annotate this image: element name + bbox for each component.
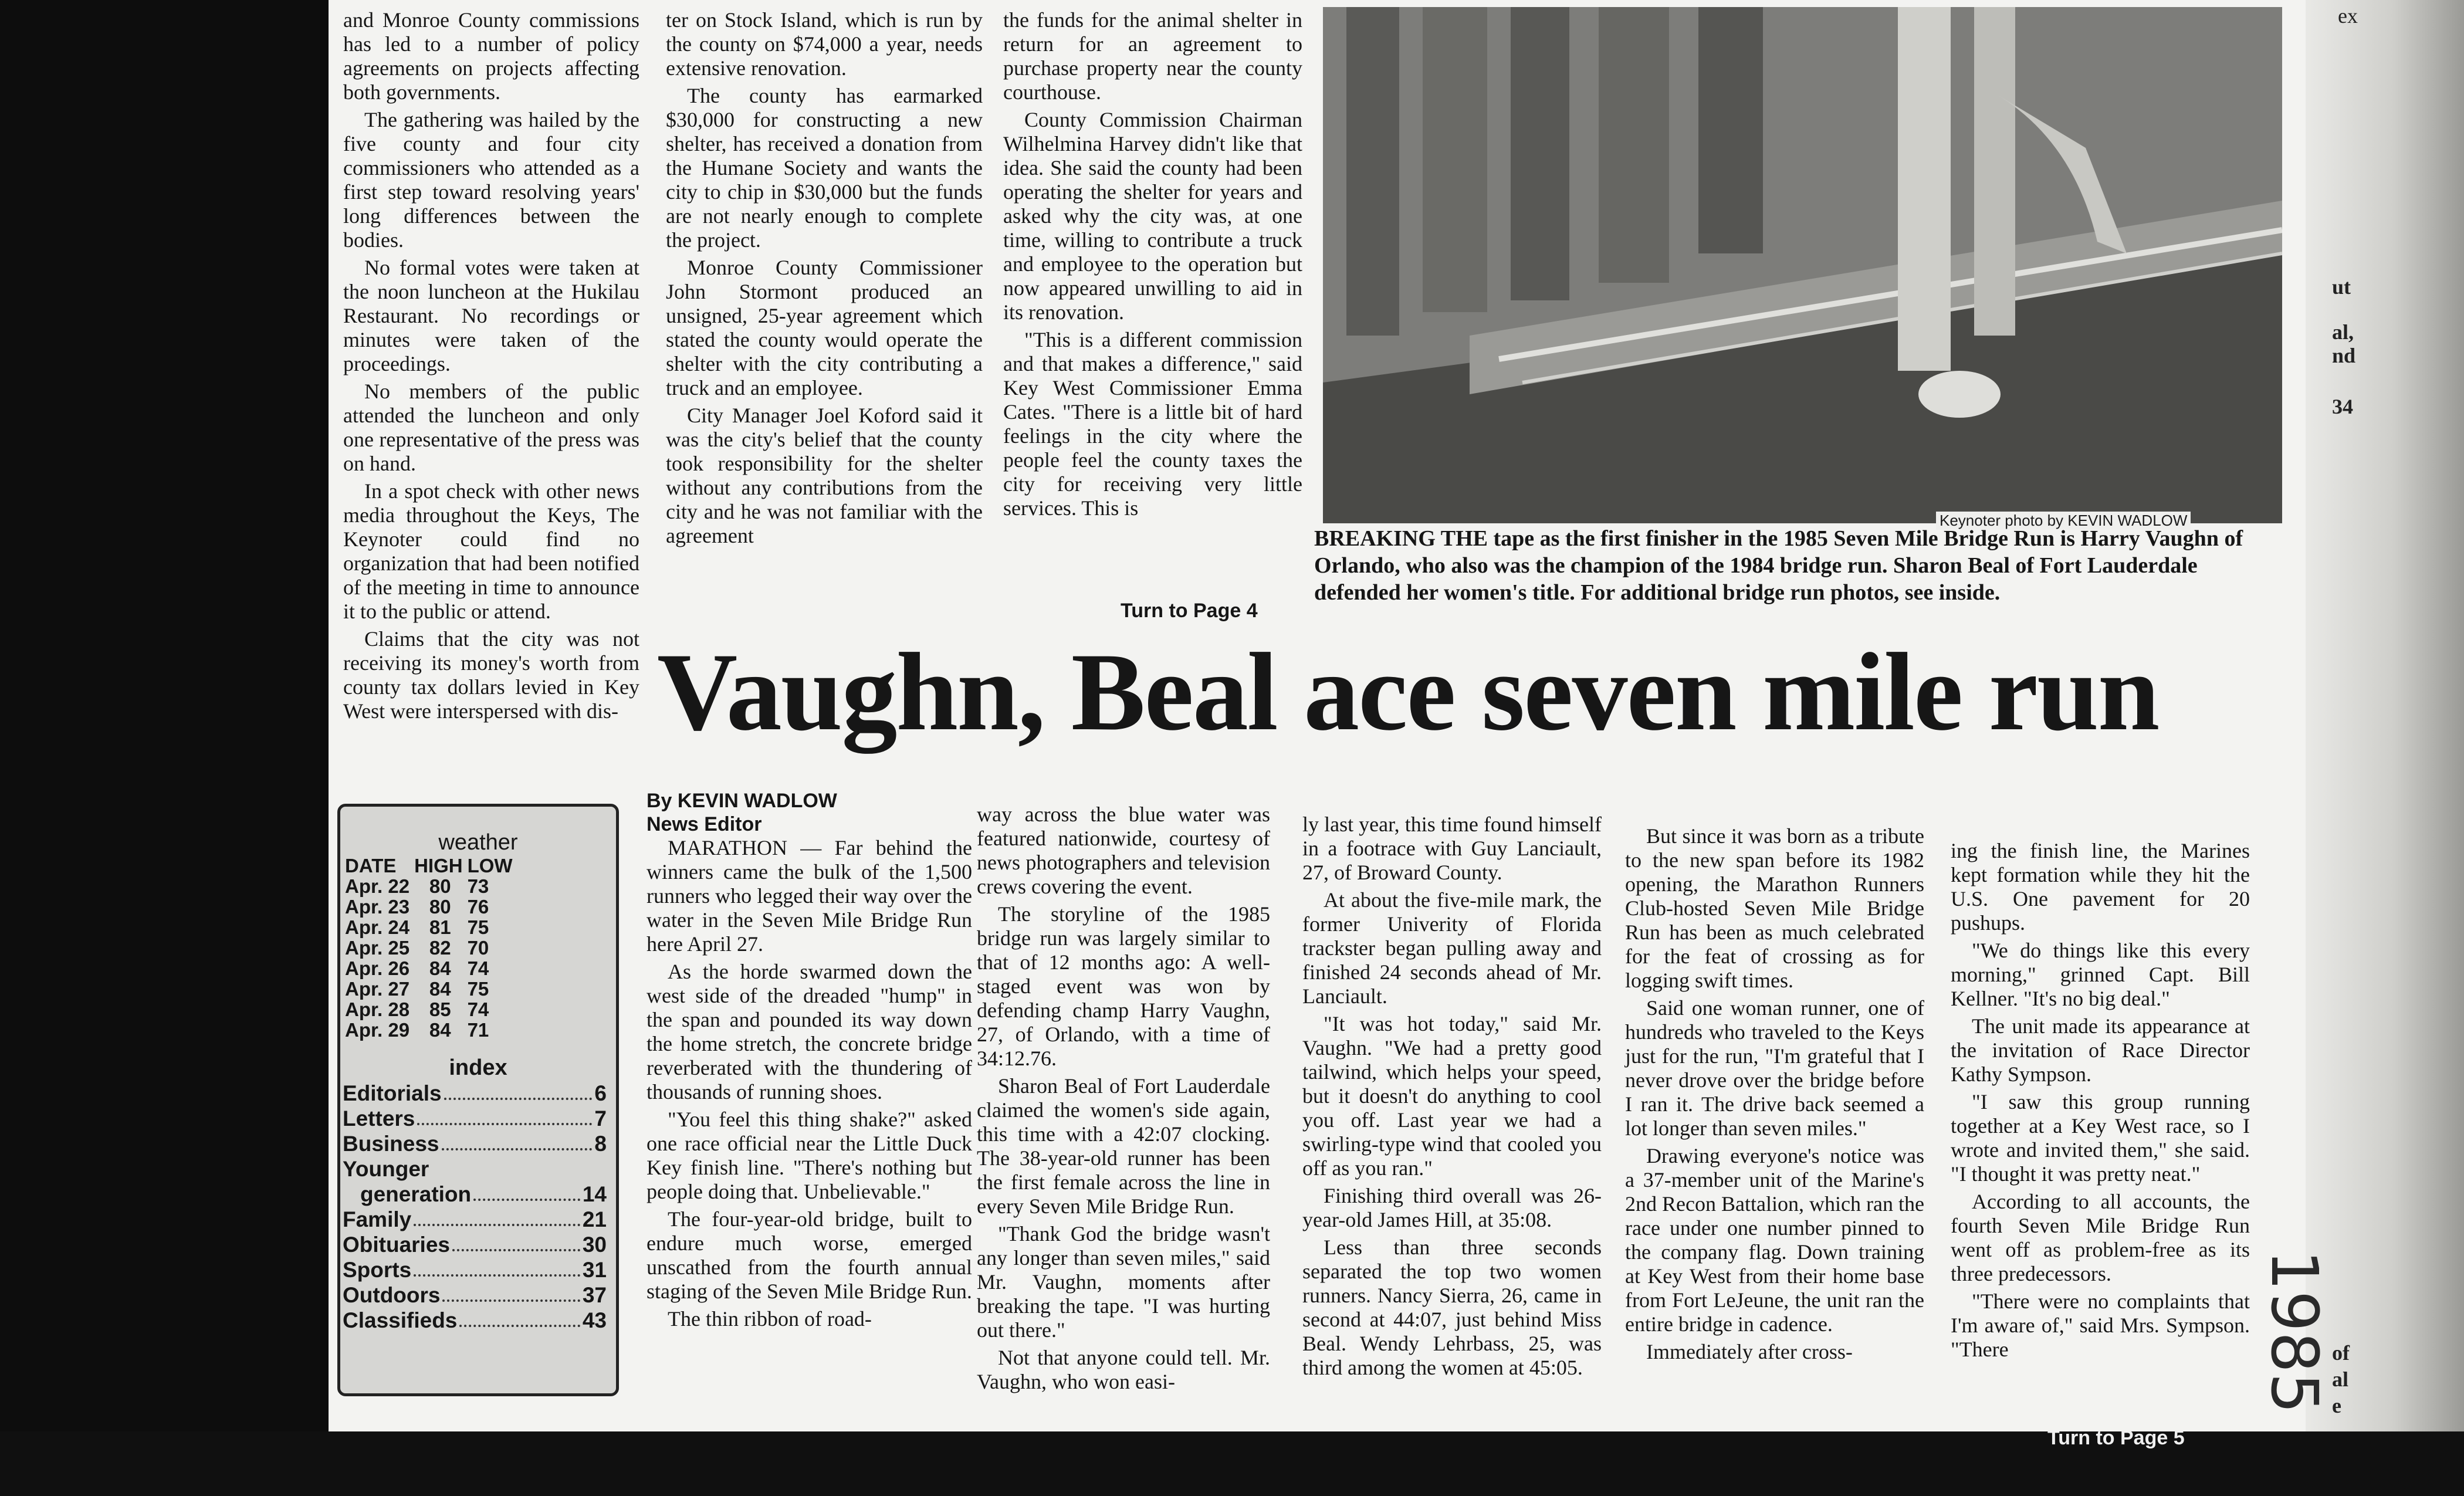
index-title: index — [449, 1055, 507, 1080]
index-label: Obituaries — [343, 1233, 450, 1257]
photo-credit: Keynoter photo by KEVIN WADLOW — [1936, 512, 2191, 530]
weather-row — [345, 958, 517, 979]
paragraph: But since it was born as a tribute to the new span before its 1982 opening, the Marathon Runners Club-hosted Seven Mile Bridge Run has been as much celebrated for the feat of crossing as for logging swift times. — [1625, 824, 1924, 992]
paragraph: The four-year-old bridge, built to endure much worse, emerged unscathed from the fourth annual staging of the Seven Mile Bridge Run. — [647, 1207, 972, 1303]
paragraph: the funds for the animal shelter in return for an agreement to purchase property near the county courthouse. — [1003, 8, 1302, 104]
index-list — [343, 1081, 607, 1333]
scanner-shadow-left — [0, 0, 329, 1496]
weather-date: Apr. 29 — [345, 1019, 410, 1041]
index-item — [343, 1081, 607, 1106]
index-label: Business — [343, 1132, 439, 1156]
paragraph: The thin ribbon of road- — [668, 1307, 872, 1331]
paragraph: County Commission Chairman Wilhelmina Harvey didn't like that idea. She said the county had been operating the shelter for years and asked why the city was, at one time, willing to contribute a truck and employee to the operation but now appeared unwilling to aid in its renovation. — [1003, 108, 1302, 324]
index-page: 37 — [582, 1283, 607, 1307]
paragraph: "It was hot today," said Mr. Vaughn. "We had a pretty good tailwind, which helps your speed, but it doesn't do anything to cool you off. Last year we had a swirling-type wind that cooled you off as you ran." — [1302, 1012, 1602, 1180]
headline: Vaughn, Beal ace seven mile run — [657, 631, 2159, 754]
paragraph: Monroe County Commissioner John Stormont produced an unsigned, 25-year agreement which stated the county would operate the shelter with the city contributing a truck and an employee. — [666, 256, 983, 400]
article-column-2 — [666, 8, 983, 551]
index-item — [343, 1106, 607, 1131]
weather-low: 76 — [467, 896, 489, 918]
weather-low: 74 — [467, 999, 489, 1020]
turn-to-page-4: Turn to Page 4 — [1121, 600, 1258, 622]
paragraph: At about the five-mile mark, the former Univerity of Florida trackster began pulling away and finished 24 seconds ahead of Mr. Lanciault. — [1302, 888, 1602, 1008]
article-column-1 — [343, 8, 639, 727]
race-photo — [1323, 7, 2282, 523]
paragraph: "I saw this group running together at a Key West race, so I wrote and invited them," she said. "I thought it was pretty neat." — [1951, 1090, 2250, 1186]
edge-fragment: 34 — [2332, 395, 2353, 418]
weather-row — [345, 979, 517, 999]
weather-date: Apr. 27 — [345, 978, 410, 1000]
index-item — [360, 1182, 607, 1207]
index-item — [343, 1257, 607, 1282]
paragraph: Sharon Beal of Fort Lauderdale claimed the women's side again, this time with a 42:07 clocking. The 38-year-old runner has been the first female across the line in every Seven Mile Bridge Run. — [977, 1074, 1270, 1218]
edge-fragment: nd — [2332, 344, 2356, 367]
weather-high: 81 — [429, 916, 451, 938]
weather-row — [345, 999, 517, 1020]
index-page: 43 — [582, 1308, 607, 1332]
weather-header-high: HIGH — [414, 855, 463, 876]
edge-fragment: al — [2332, 1368, 2349, 1391]
story-column-5 — [1951, 839, 2250, 1365]
index-page: 6 — [594, 1081, 607, 1105]
paragraph: No members of the public attended the luncheon and only one representative of the press was on hand. — [343, 380, 639, 475]
byline-title: News Editor — [647, 813, 762, 835]
edge-fragment: e — [2332, 1394, 2341, 1417]
weather-high: 80 — [429, 875, 451, 897]
weather-row — [345, 937, 517, 958]
paragraph: Said one woman runner, one of hundreds who traveled to the Keys just for the run, "I'm grateful that I never drove over the bridge before I ran it. The drive back seemed a lot longer than seven miles." — [1625, 996, 1924, 1140]
paragraph: Finishing third overall was 26-year-old James Hill, at 35:08. — [1302, 1184, 1602, 1231]
paragraph: "We do things like this every morning," grinned Capt. Bill Kellner. "It's no big deal." — [1951, 939, 2250, 1010]
index-item — [343, 1131, 607, 1156]
weather-table — [345, 855, 517, 1040]
weather-row — [345, 876, 517, 896]
index-page: 8 — [594, 1132, 607, 1156]
story-column-2 — [977, 803, 1270, 1397]
paragraph: The unit made its appearance at the invitation of Race Director Kathy Sympson. — [1951, 1014, 2250, 1086]
paragraph: According to all accounts, the fourth Seven Mile Bridge Run went off as problem-free as its three predecessors. — [1951, 1190, 2250, 1285]
weather-low: 70 — [467, 937, 489, 959]
index-label: Family — [343, 1207, 412, 1231]
photo-caption: BREAKING THE tape as the first finisher in the 1985 Seven Mile Bridge Run is Harry Vaughn of Orlando, who also was the champion of the 1984 bridge run. Sharon Beal of Fort Lauderdale defended her women's title. For additional bridge run photos, see inside. — [1314, 526, 2243, 605]
weather-high: 80 — [429, 896, 451, 918]
paragraph: No formal votes were taken at the noon luncheon at the Hukilau Restaurant. No recordings or minutes were taken of the proceedings. — [343, 256, 639, 375]
weather-header-low: LOW — [467, 855, 513, 876]
index-page: 30 — [582, 1233, 607, 1257]
paragraph: "There were no complaints that I'm aware of," said Mrs. Sympson. "There — [1951, 1289, 2250, 1361]
paragraph: Immediately after cross- — [1646, 1340, 1853, 1363]
index-page: 14 — [582, 1182, 607, 1206]
weather-date: Apr. 24 — [345, 916, 410, 938]
paragraph: Not that anyone could tell. Mr. Vaughn, who won easi- — [977, 1346, 1270, 1393]
weather-row — [345, 896, 517, 917]
paragraph: Claims that the city was not receiving its money's worth from county tax dollars levied in Key West were interspersed with dis- — [343, 627, 639, 723]
paragraph: The gathering was hailed by the five county and four city commissioners who attended as a first step toward resolving years' long differences between the bodies. — [343, 108, 639, 252]
paragraph: MARATHON — Far behind the winners came the bulk of the 1,500 runners who legged their way over the water in the Seven Mile Bridge Run here April 27. — [647, 836, 972, 956]
paragraph: ly last year, this time found himself in a footrace with Guy Lanciault, 27, of Broward County. — [1302, 813, 1602, 884]
paragraph: Less than three seconds separated the top two women runners. Nancy Sierra, 26, came in second at 44:07, just behind Miss Beal. Wendy Lehrbass, 25, was third among the women at 45:05. — [1302, 1236, 1602, 1379]
weather-low: 71 — [467, 1019, 489, 1041]
story-column-1 — [647, 789, 972, 1335]
weather-low: 75 — [467, 978, 489, 1000]
index-label: Classifieds — [343, 1308, 458, 1332]
paragraph: and Monroe County commissions has led to a number of policy agreements on projects affecting both governments. — [343, 8, 639, 104]
weather-date: Apr. 22 — [345, 875, 410, 897]
weather-high: 82 — [429, 937, 451, 959]
handwritten-year-note: 1985 — [2257, 1250, 2332, 1414]
index-item — [343, 1156, 607, 1182]
turn-to-page-5: Turn to Page 5 — [2047, 1427, 2185, 1449]
story-column-4 — [1625, 824, 1924, 1368]
weather-date: Apr. 28 — [345, 999, 410, 1020]
weather-date: Apr. 26 — [345, 957, 410, 979]
weather-high: 85 — [429, 999, 451, 1020]
index-page: 7 — [594, 1106, 607, 1131]
index-label: Younger — [343, 1157, 429, 1181]
weather-index-box — [337, 804, 619, 1396]
weather-row — [345, 917, 517, 937]
paragraph: "You feel this thing shake?" asked one race official near the Little Duck Key finish line. "There's nothing but people doing that. Unbelievable." — [647, 1108, 972, 1203]
index-page: 21 — [582, 1207, 607, 1231]
weather-title: weather — [438, 830, 518, 855]
index-label: Sports — [343, 1258, 412, 1282]
weather-date: Apr. 25 — [345, 937, 410, 959]
index-item — [343, 1207, 607, 1232]
index-label: Editorials — [343, 1081, 442, 1105]
weather-low: 75 — [467, 916, 489, 938]
paragraph: The county has earmarked $30,000 for constructing a new shelter, has received a donation from the Humane Society and wants the city to chip in $30,000 but the funds are not nearly enough to complete the project. — [666, 84, 983, 252]
weather-high: 84 — [429, 957, 451, 979]
index-label: Outdoors — [343, 1283, 441, 1307]
weather-row — [345, 1020, 517, 1040]
paragraph: ing the finish line, the Marines kept formation while they hit the U.S. One pavement for 20 pushups. — [1951, 839, 2250, 935]
byline-name: By KEVIN WADLOW — [647, 790, 837, 812]
weather-low: 74 — [467, 957, 489, 979]
article-column-3 — [1003, 8, 1302, 524]
weather-high: 84 — [429, 1019, 451, 1041]
index-label: Letters — [343, 1106, 415, 1131]
edge-fragment: al, — [2332, 320, 2354, 344]
paragraph: In a spot check with other news media throughout the Keys, The Keynoter could find no organization that had been notified of the meeting in time to announce it to the public or attend. — [343, 479, 639, 623]
index-page: 31 — [582, 1258, 607, 1282]
story-column-3 — [1302, 813, 1602, 1383]
paragraph: way across the blue water was featured nationwide, courtesy of news photographers and television crews covering the event. — [977, 803, 1270, 898]
weather-header-date: DATE — [345, 855, 397, 876]
paragraph: City Manager Joel Koford said it was the city's belief that the county took responsibility for the shelter without any contributions from the city and he was not familiar with the agreement — [666, 404, 983, 547]
runner-photo-illustration — [1323, 7, 2282, 523]
paragraph: "This is a different commission and that makes a difference," said Key West Commissioner Emma Cates. "There is a little bit of hard feelings in the city where the people feel the county taxes the city for receiving very little services. This is — [1003, 328, 1302, 520]
index-item — [343, 1232, 607, 1257]
weather-date: Apr. 23 — [345, 896, 410, 918]
edge-fragment: ex — [2338, 4, 2358, 28]
paragraph: Drawing everyone's notice was a 37-member unit of the Marine's 2nd Recon Battalion, which ran the race under one number pinned to the company flag. Down training at Key West from their home base from Fort LeJeune, the unit ran the entire bridge in cadence. — [1625, 1144, 1924, 1336]
paragraph: The storyline of the 1985 bridge run was largely similar to that of 12 months ago: A well-staged event was won by defending champ Harry Vaughn, 27, of Orlando, with a time of 34:12.76. — [977, 902, 1270, 1070]
index-item — [343, 1282, 607, 1308]
index-label: generation — [360, 1182, 472, 1206]
paragraph: "Thank God the bridge wasn't any longer than seven miles," said Mr. Vaughn, moments after breaking the tape. "I was hurting out there." — [977, 1222, 1270, 1342]
edge-fragment: ut — [2332, 275, 2351, 299]
edge-fragment: of — [2332, 1341, 2350, 1365]
weather-high: 84 — [429, 978, 451, 1000]
weather-low: 73 — [467, 875, 489, 897]
index-item — [343, 1308, 607, 1333]
paragraph: As the horde swarmed down the west side of the dreaded "hump" in the span and pounded its way down the home stretch, the concrete bridge reverberated with the thundering of thousands of running shoes. — [647, 960, 972, 1104]
paragraph: ter on Stock Island, which is run by the county on $74,000 a year, needs extensive renovation. — [666, 8, 983, 80]
